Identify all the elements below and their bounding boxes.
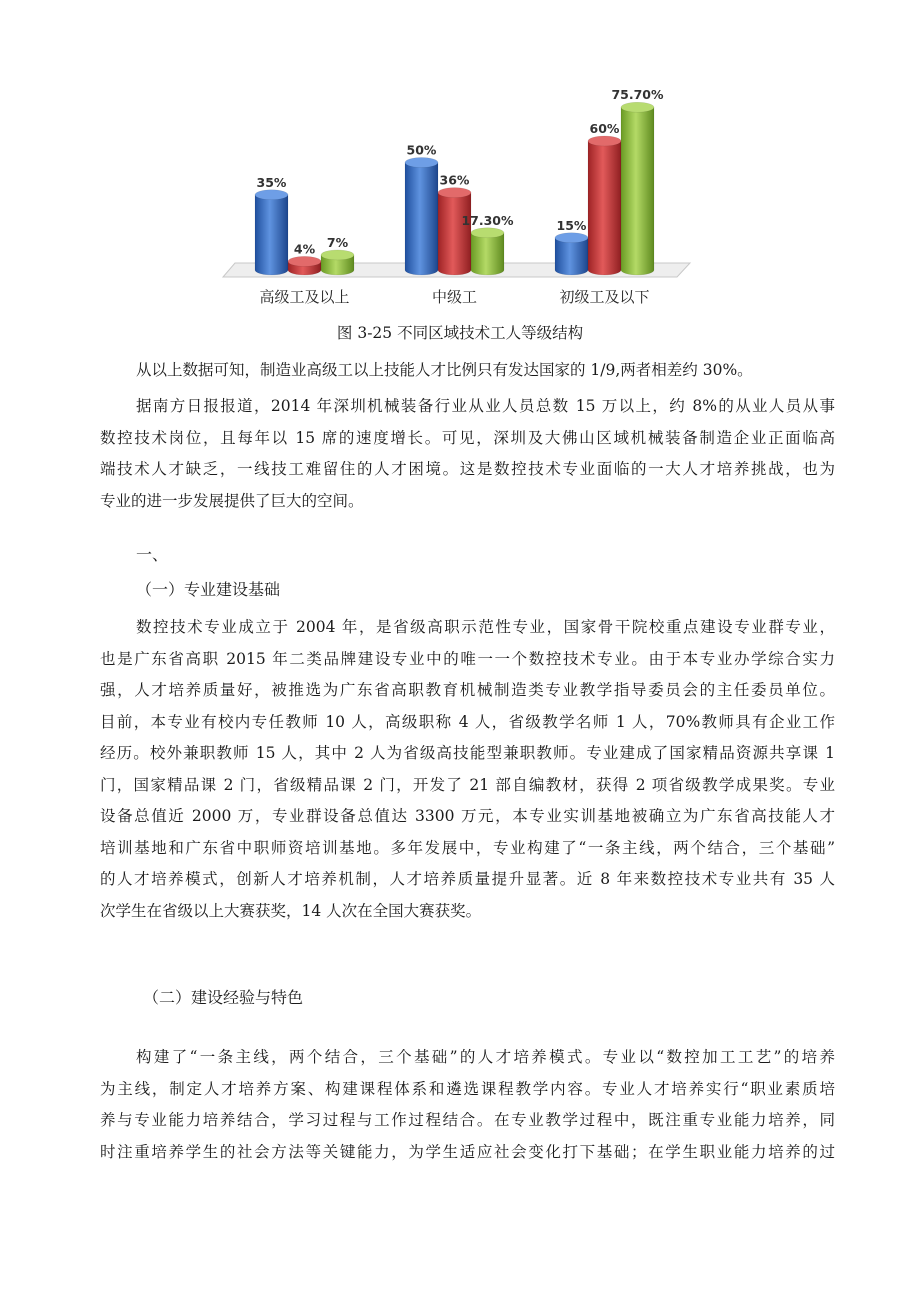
text-line: 也是广东省高职 2015 年二类品牌建设专业中的唯一一个数控技术专业。由于本专业办学综合实力 [100, 649, 835, 668]
text-line: 次学生在省级以上大赛获奖，14 人次在全国大赛获奖。 [100, 901, 482, 920]
bar-初级工及以下-red [588, 136, 621, 275]
text-line: 构建了“一条主线，两个结合，三个基础”的人才培养模式。专业以“数控加工工艺”的培养 [136, 1048, 835, 1066]
section-number: 一、 [136, 545, 169, 564]
text-line: 门，国家精品课 2 门，省级精品课 2 门，开发了 21 部自编教材，获得 2 项省级教学成果奖。专业 [100, 775, 835, 794]
text-line: 经历。校外兼职教师 15 人，其中 2 人为省级高技能型兼职教师。专业建成了国家精品资源共享课 1 [100, 744, 835, 762]
bar-chart [215, 70, 705, 315]
section-heading-2: （二）建设经验与特色 [143, 988, 304, 1007]
paragraph-3 [100, 612, 835, 927]
bar-中级工-red [438, 188, 471, 275]
text-line: 从以上数据可知，制造业高级工以上技能人才比例只有发达国家的 1/9,两者相差约 30%。 [136, 361, 753, 379]
text-line: 据南方日报报道，2014 年深圳机械装备行业从业人员总数 15 万以上，约 8%的从业人员从事 [136, 397, 835, 415]
data-label: 60% [589, 121, 620, 136]
bar-中级工-blue [405, 158, 438, 276]
figure-caption: 图 3-25 不同区域技术工人等级结构 [336, 324, 584, 342]
data-label: 50% [406, 142, 437, 158]
paragraph-4 [100, 1042, 835, 1168]
data-label: 35% [256, 174, 287, 190]
bar-高级工及以上-green [321, 250, 354, 275]
text-line: 目前，本专业有校内专任教师 10 人，高级职称 4 人，省级教学名师 1 人，70%教师具有企业工作 [100, 712, 835, 731]
text-line: 设备总值近 2000 万，专业群设备总值达 3300 万元，本专业实训基地被确立为广东省高技能人才 [100, 807, 835, 825]
text-line: 专业的进一步发展提供了巨大的空间。 [100, 491, 364, 510]
text-line: 为主线，制定人才培养方案、构建课程体系和遴选课程教学内容。专业人才培养实行“职业素质培 [100, 1079, 835, 1098]
data-label: 36% [439, 172, 470, 188]
data-label: 4% [293, 241, 316, 257]
section-heading-1: （一）专业建设基础 [136, 580, 281, 599]
bar-初级工及以下-blue [555, 233, 588, 275]
bar-中级工-green [471, 228, 504, 275]
data-label: 75.70% [611, 87, 664, 103]
bar-高级工及以上-red [288, 256, 321, 275]
bar-初级工及以下-green [621, 102, 654, 275]
data-label: 17.30% [461, 212, 514, 228]
bar-高级工及以上-blue [255, 190, 288, 275]
text-line: 强，人才培养质量好，被推选为广东省高职教育机械制造类专业教学指导委员会的主任委员单位。 [100, 681, 835, 699]
paragraph-2 [100, 391, 835, 517]
text-line: 培训基地和广东省中职师资培训基地。多年发展中，专业构建了“一条主线，两个结合，三个基础” [100, 838, 835, 857]
category-label: 初级工及以下 [559, 288, 650, 306]
data-label: 15% [556, 217, 587, 233]
text-line: 端技术人才缺乏，一线技工难留住的人才困境。这是数控技术专业面临的一大人才培养挑战，也为 [100, 460, 835, 478]
text-line: 养与专业能力培养结合，学习过程与工作过程结合。在专业教学过程中，既注重专业能力培养，同 [100, 1111, 835, 1129]
text-line: 时注重培养学生的社会方法等关键能力，为学生适应社会变化打下基础；在学生职业能力培养的过 [100, 1142, 835, 1161]
category-label: 中级工 [431, 288, 478, 306]
data-label: 7% [326, 234, 349, 250]
category-label: 高级工及以上 [259, 288, 350, 306]
text-line: 数控技术专业成立于 2004 年，是省级高职示范性专业，国家骨干院校重点建设专业群专业， [136, 618, 835, 636]
text-line: 的人才培养模式，创新人才培养机制，人才培养质量提升显著。近 8 年来数控技术专业共有 35 人 [100, 870, 835, 888]
paragraph-1 [100, 355, 871, 387]
text-line: 数控技术岗位，且每年以 15 席的速度增长。可见，深圳及大佛山区域机械装备制造企业正面临高 [100, 428, 835, 447]
